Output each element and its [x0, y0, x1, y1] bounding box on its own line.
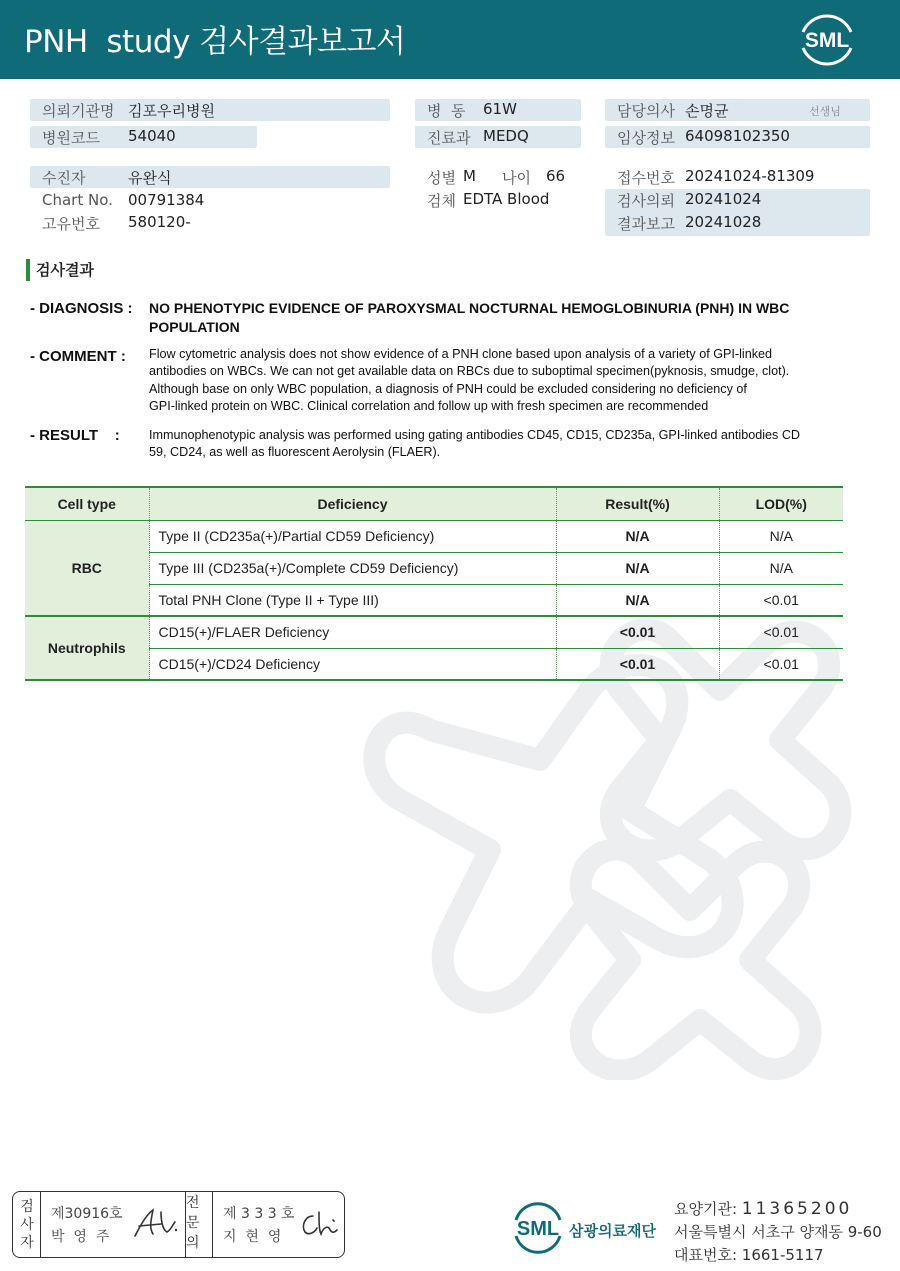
- hospital-code-field: 병원코드 54040: [30, 126, 257, 148]
- address: 서울특별시 서초구 양재동 9-60: [674, 1223, 882, 1241]
- cell-type-rbc: RBC: [25, 520, 149, 616]
- tester-name: 박 영 주: [51, 1229, 110, 1245]
- sml-logo-icon: [795, 10, 859, 68]
- diagnosis-label: - DIAGNOSIS :: [30, 300, 133, 317]
- table-row: [25, 616, 843, 648]
- result-cell: N/A: [556, 520, 719, 552]
- chart-no-field: Chart No. 00791384: [42, 191, 205, 209]
- care-institution: 요양기관: 11365200: [674, 1199, 853, 1219]
- svg-text:SML: SML: [516, 1218, 560, 1240]
- specialist-license: 제 3 3 3 호: [223, 1206, 295, 1222]
- lod-cell: N/A: [719, 520, 843, 552]
- patient-field: 수진자 유완식: [30, 166, 390, 188]
- tester-signature-icon: [131, 1206, 181, 1242]
- result-text: Immunophenotypic analysis was performed using gating antibodies CD45, CD15, CD235a, GPI-linked antibodies CD 59, CD24, as well as fluorescent Aerolysin (FLAER).: [149, 428, 801, 460]
- header-deficiency: Deficiency: [149, 487, 556, 520]
- request-date-field: 검사의뢰 20241024 결과보고 20241028: [605, 189, 870, 236]
- department-field: 진료과 MEDQ: [415, 126, 581, 148]
- cell-type-neutrophils: Neutrophils: [25, 616, 149, 680]
- header-lod: LOD(%): [719, 487, 843, 520]
- result-cell: <0.01: [556, 616, 719, 648]
- doctor-field: 담당의사 손명균 선생님: [605, 99, 870, 121]
- table-row: [25, 520, 843, 552]
- deficiency-cell: Type III (CD235a(+)/Complete CD59 Deficiency): [149, 552, 556, 584]
- result-label: - RESULT :: [30, 427, 120, 444]
- header-result: Result(%): [556, 487, 719, 520]
- sex-age-field: 성별 M 나이 66: [427, 167, 566, 187]
- specialist-name: 지 현 영: [223, 1229, 282, 1245]
- org-name: 삼광의료재단: [569, 1222, 656, 1240]
- comment-label: - COMMENT :: [30, 348, 126, 365]
- lod-cell: N/A: [719, 552, 843, 584]
- deficiency-cell: CD15(+)/FLAER Deficiency: [149, 616, 556, 648]
- results-table: [25, 486, 843, 681]
- header-cell-type: Cell type: [25, 487, 149, 520]
- result-cell: N/A: [556, 584, 719, 616]
- lod-cell: <0.01: [719, 616, 843, 648]
- svg-text:SML: SML: [804, 29, 850, 52]
- tester-license: 제30916호: [51, 1206, 123, 1222]
- specimen-field: 검체 EDTA Blood: [427, 190, 550, 210]
- clinical-info-field: 임상정보 64098102350: [605, 126, 870, 148]
- lod-cell: <0.01: [719, 584, 843, 616]
- phone: 대표번호: 1661-5117: [674, 1246, 824, 1264]
- institution-field: 의뢰기관명 김포우리병원: [30, 99, 390, 121]
- report-header: [0, 0, 900, 79]
- deficiency-cell: Type II (CD235a(+)/Partial CD59 Deficiency): [149, 520, 556, 552]
- signature-box: [12, 1191, 345, 1258]
- sml-footer-logo-icon: [510, 1200, 566, 1256]
- result-cell: <0.01: [556, 648, 719, 680]
- result-cell: N/A: [556, 552, 719, 584]
- table-header-row: [25, 487, 843, 520]
- specialist-label: 전 문 의: [185, 1192, 213, 1257]
- ward-field: 병 동 61W: [415, 99, 581, 121]
- report-title: PNH study 검사결과보고서: [24, 24, 406, 60]
- deficiency-cell: Total PNH Clone (Type II + Type III): [149, 584, 556, 616]
- deficiency-cell: CD15(+)/CD24 Deficiency: [149, 648, 556, 680]
- tester-label: 검 사 자: [13, 1192, 41, 1257]
- unique-no-field: 고유번호 580120-: [42, 213, 191, 233]
- footer-logo: [510, 1200, 670, 1256]
- specialist-signature-icon: [297, 1208, 341, 1242]
- diagnosis-text: NO PHENOTYPIC EVIDENCE OF PAROXYSMAL NOCTURNAL HEMOGLOBINURIA (PNH) IN WBC POPULATION: [149, 300, 790, 335]
- comment-text: Flow cytometric analysis does not show evidence of a PNH clone based upon analysis of a variety of GPI-linked antibodies on WBCs. We can not get available data on RBCs due to suboptimal specimen(pyknosis, smudge, clot). Although base on only WBC population, a diagnosis of PNH could be excluded considering no deficiency of GPI-linked protein on WBC. Clinical correlation and follow up with fresh specimen are recommended: [149, 347, 790, 413]
- section-title: 검사결과: [26, 259, 94, 281]
- lod-cell: <0.01: [719, 648, 843, 680]
- receipt-no-field: 접수번호 20241024-81309: [617, 167, 815, 187]
